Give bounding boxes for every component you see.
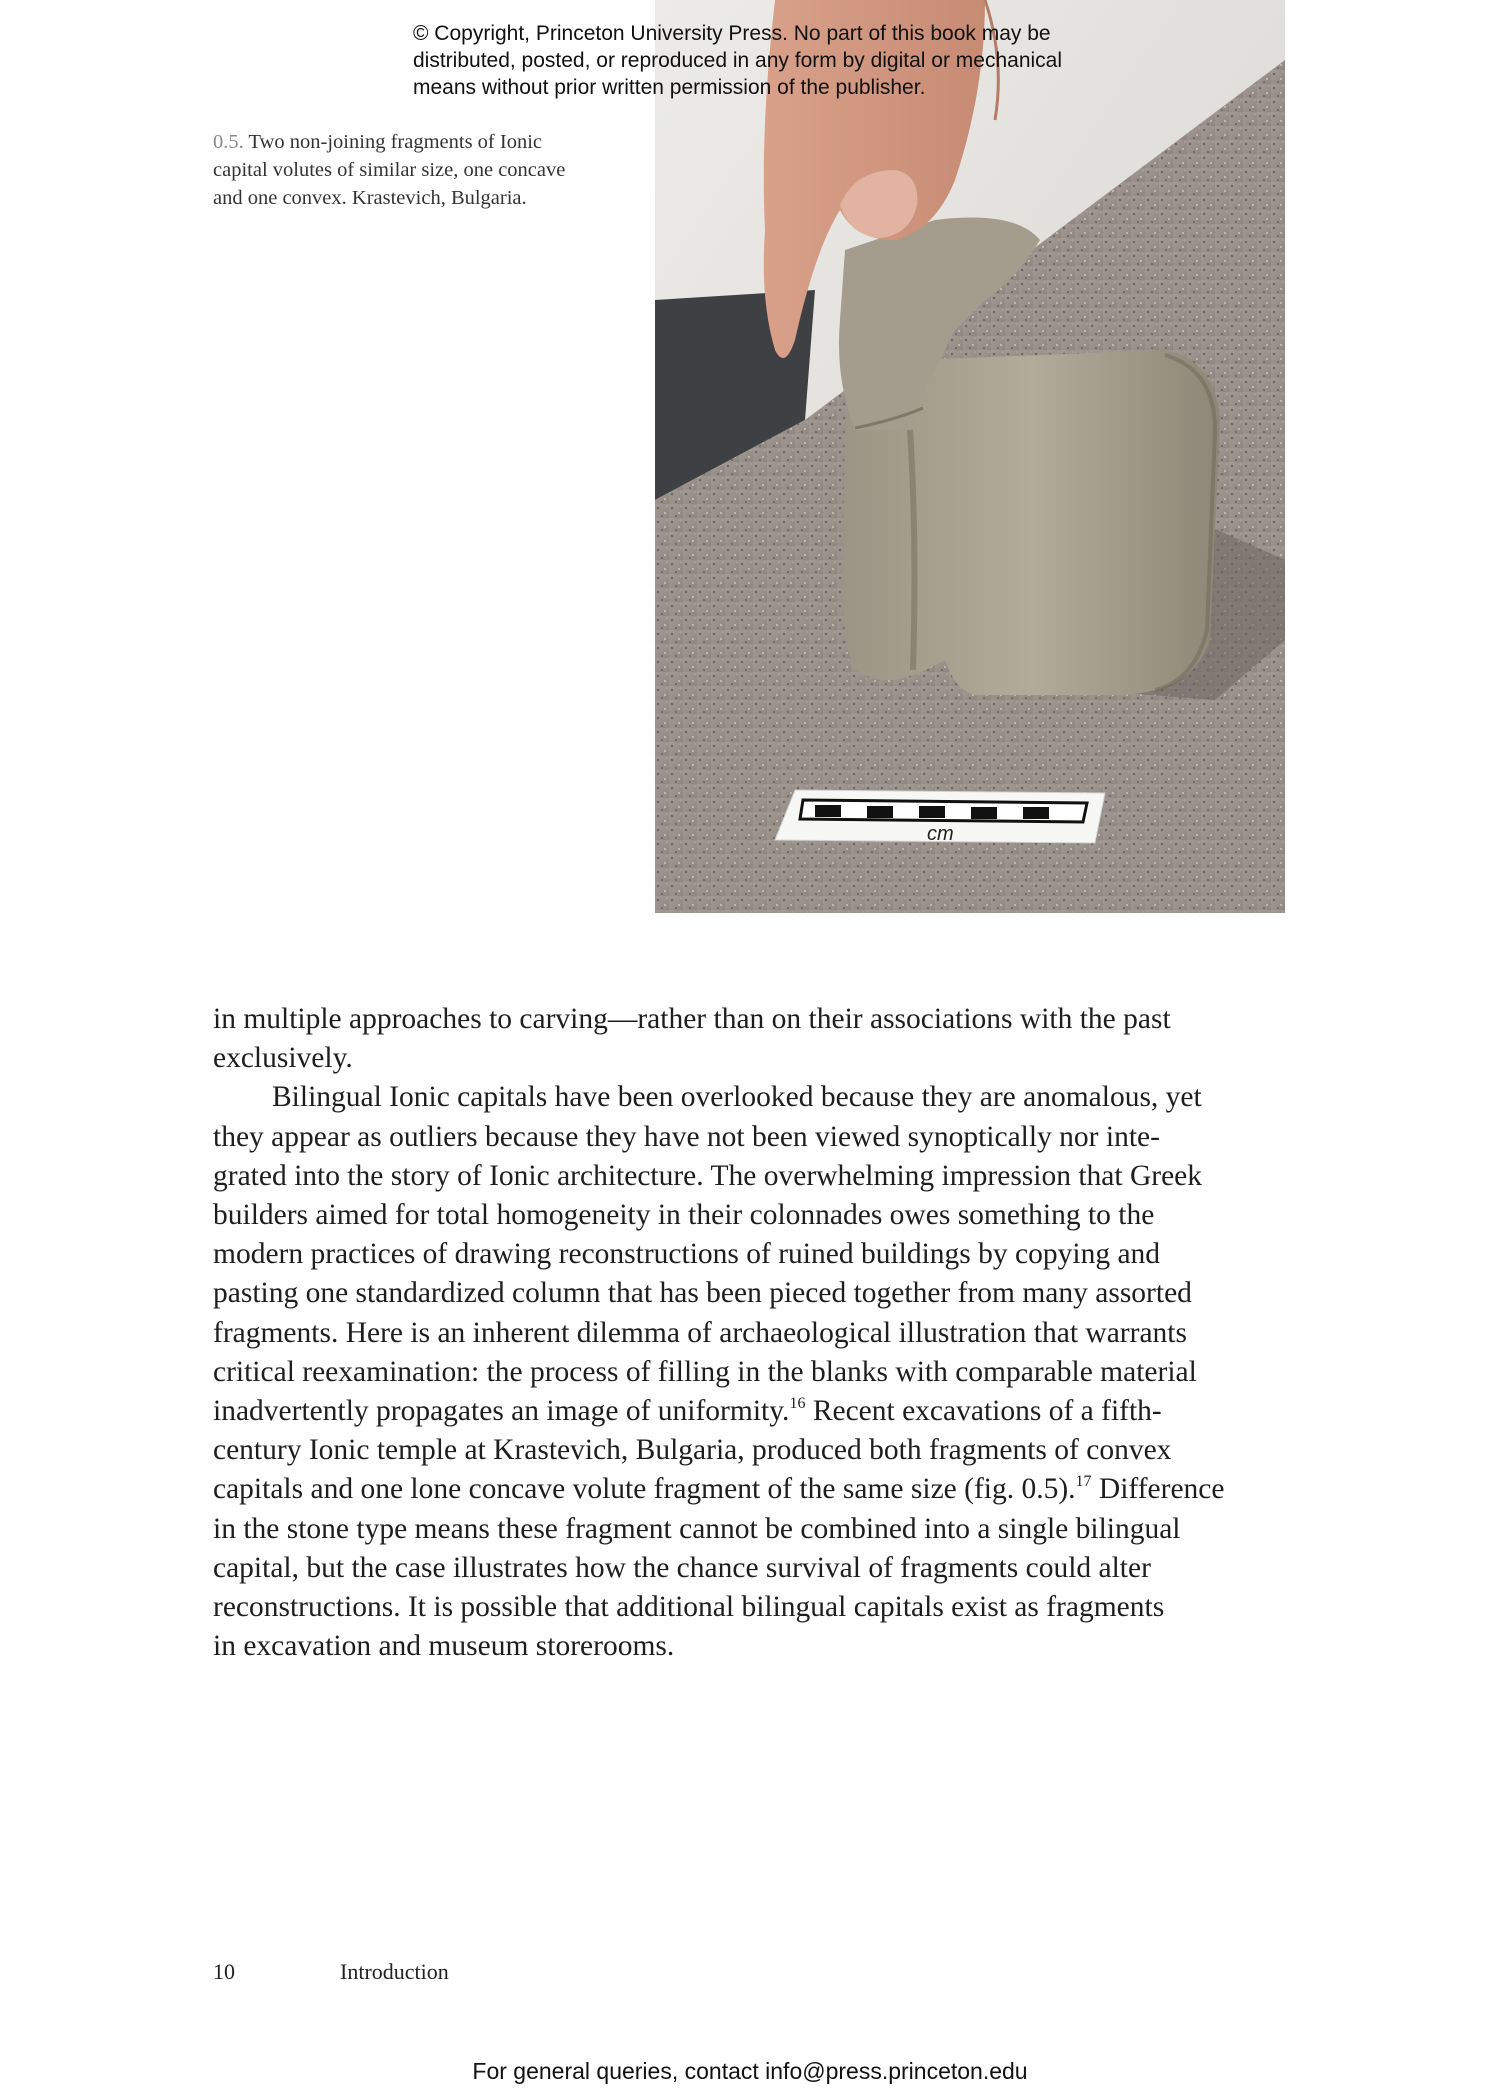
note-reference: 16 <box>789 1395 806 1413</box>
note-reference: 17 <box>1075 1473 1092 1491</box>
caption-line: Two non-joining fragments of Ionic <box>248 131 542 153</box>
body-line: in excavation and museum storerooms. <box>213 1630 675 1663</box>
page-number: 10 <box>213 1959 235 1984</box>
copyright-line: means without prior written permission of the publisher. <box>413 76 926 99</box>
caption-line: and one convex. Krastevich, Bulgaria. <box>213 187 527 209</box>
body-line: capital, but the case illustrates how the chance survival of fragments could alter <box>213 1551 1151 1584</box>
body-line: modern practices of drawing reconstructions of ruined buildings by copying and <box>213 1238 1161 1271</box>
photo-illustration <box>655 0 1285 913</box>
body-text-segment: Difference <box>1091 1473 1225 1506</box>
running-section-title: Introduction <box>340 1959 449 1984</box>
body-line: they appear as outliers because they have not been viewed synoptically nor inte- <box>213 1120 1160 1153</box>
copyright-line: © Copyright, Princeton University Press. No part of this book may be <box>413 22 1051 45</box>
body-text <box>213 1000 1298 1666</box>
body-line: century Ionic temple at Krastevich, Bulgaria, produced both fragments of convex <box>213 1434 1172 1467</box>
body-line: in multiple approaches to carving—rather than on their associations with the past <box>213 1003 1171 1035</box>
body-text-segment: inadvertently propagates an image of uniformity. <box>213 1395 790 1428</box>
figure-photo <box>655 0 1285 913</box>
body-line: exclusively. <box>213 1042 353 1075</box>
body-line <box>213 1470 1298 1509</box>
body-line: Bilingual Ionic capitals have been overlooked because they are anomalous, yet <box>272 1081 1202 1114</box>
copyright-line: distributed, posted, or reproduced in any form by digital or mechanical <box>413 49 1063 72</box>
contact-footer: For general queries, contact info@press.princeton.edu <box>472 2058 1028 2084</box>
body-line <box>213 1392 1298 1431</box>
body-line: critical reexamination: the process of filling in the blanks with comparable material <box>213 1355 1197 1388</box>
body-line: grated into the story of Ionic architecture. The overwhelming impression that Greek <box>213 1159 1203 1192</box>
body-text-segment: Recent excavations of a fifth- <box>805 1395 1162 1428</box>
body-line: reconstructions. It is possible that additional bilingual capitals exist as fragments <box>213 1591 1165 1624</box>
body-line: pasting one standardized column that has been pieced together from many assorted <box>213 1277 1192 1310</box>
figure-number: 0.5. <box>213 131 244 153</box>
body-line: fragments. Here is an inherent dilemma of archaeological illustration that warrants <box>213 1316 1187 1349</box>
body-line: in the stone type means these fragment cannot be combined into a single bilingual <box>213 1512 1181 1545</box>
body-text-segment: capitals and one lone concave volute fragment of the same size (fig. 0.5). <box>213 1473 1076 1506</box>
caption-line: capital volutes of similar size, one concave <box>213 159 566 181</box>
body-line: builders aimed for total homogeneity in their colonnades owes something to the <box>213 1199 1155 1232</box>
figure-caption <box>213 128 633 212</box>
copyright-notice <box>413 20 1133 101</box>
scale-bar-label: cm <box>927 823 954 845</box>
scale-bar <box>775 790 1105 845</box>
